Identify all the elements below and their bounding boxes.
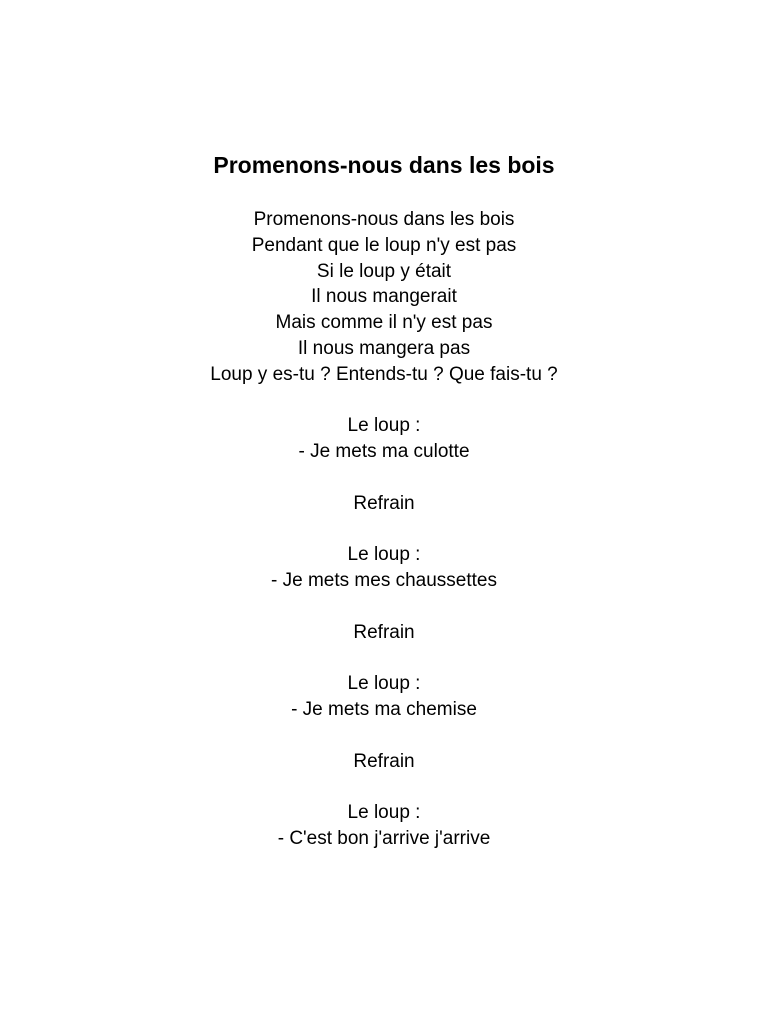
lyric-line: Si le loup y était (316, 260, 452, 282)
speaker-label: Le loup : (347, 802, 421, 824)
blank-line (0, 517, 768, 543)
blank-line (0, 594, 768, 620)
speaker-label: Le loup : (347, 544, 421, 566)
document-title: Promenons-nous dans les bois (213, 152, 555, 178)
blank-line (0, 465, 768, 491)
blank-line (0, 775, 768, 801)
lyric-line: Il nous mangera pas (297, 337, 471, 359)
lyric-line: Il nous mangerait (311, 286, 457, 308)
refrain-marker: Refrain (353, 750, 415, 772)
lyric-line: Loup y es-tu ? Entends-tu ? Que fais-tu ? (210, 363, 558, 385)
blank-line (0, 646, 768, 672)
lyrics-body (0, 207, 768, 852)
lyric-line: Promenons-nous dans les bois (253, 209, 515, 230)
lyric-line: - Je mets ma culotte (298, 441, 470, 463)
lyric-line: - C'est bon j'arrive j'arrive (277, 828, 491, 850)
lyric-line: Pendant que le loup n'y est pas (251, 234, 517, 256)
lyric-line: - Je mets mes chaussettes (271, 570, 497, 592)
blank-line (0, 388, 768, 414)
lyric-line: Mais comme il n'y est pas (275, 312, 493, 334)
lyric-line: - Je mets ma chemise (291, 699, 477, 721)
speaker-label: Le loup : (347, 415, 421, 437)
blank-line (0, 723, 768, 749)
speaker-label: Le loup : (347, 673, 421, 695)
refrain-marker: Refrain (353, 492, 415, 514)
refrain-marker: Refrain (353, 621, 415, 643)
